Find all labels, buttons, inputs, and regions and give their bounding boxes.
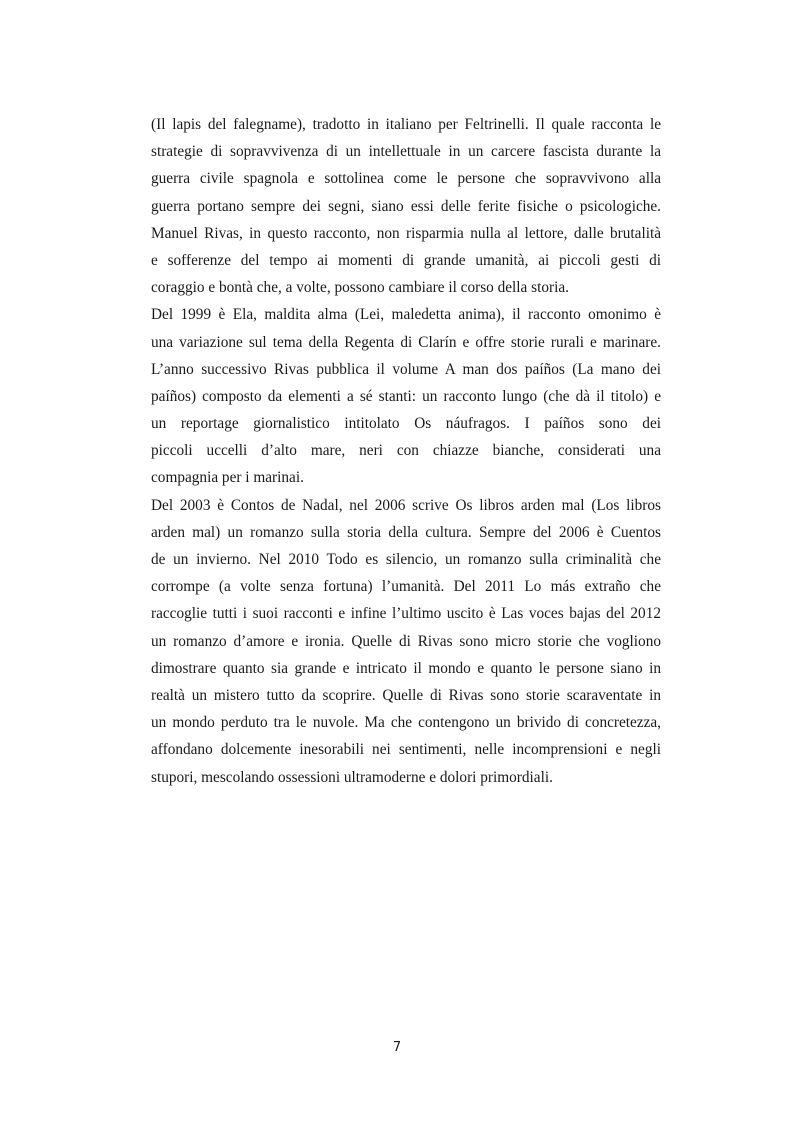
page-number: 7 [392, 1040, 402, 1055]
text-line: stupori, mescolando ossessioni ultramoderne e dolori primordiali. [151, 768, 553, 786]
text-line: dimostrare quanto sia grande e intricato il mondo e quanto le persone siano in [151, 659, 661, 677]
text-line: strategie di sopravvivenza di un intellettuale in un carcere fascista durante la [151, 143, 661, 161]
text-line: coraggio e bontà che, a volte, possono cambiare il corso della storia. [151, 279, 569, 297]
text-line: Del 2003 è Contos de Nadal, nel 2006 scrive Os libros arden mal (Los libros [151, 496, 661, 514]
text-line: Manuel Rivas, in questo racconto, non risparmia nulla al lettore, dalle brutalità [151, 224, 661, 242]
text-line: (Il lapis del falegname), tradotto in italiano per Feltrinelli. Il quale racconta le [151, 116, 661, 133]
text-line: guerra portano sempre dei segni, siano essi delle ferite fisiche o psicologiche. [151, 197, 661, 215]
text-line: un mondo perduto tra le nuvole. Ma che contengono un brivido di concretezza, [151, 714, 661, 732]
text-line: Del 1999 è Ela, maldita alma (Lei, maledetta anima), il racconto omonimo è [151, 306, 661, 324]
text-line: affondano dolcemente inesorabili nei sentimenti, nelle incomprensioni e negli [151, 741, 661, 759]
text-line: arden mal) un romanzo sulla storia della cultura. Sempre del 2006 è Cuentos [151, 523, 661, 541]
body-text [151, 111, 661, 791]
text-line: realtà un mistero tutto da scoprire. Quelle di Rivas sono storie scaraventate in [151, 686, 661, 704]
text-line: un reportage giornalistico intitolato Os náufragos. I paíños sono dei [151, 415, 661, 433]
text-line: de un invierno. Nel 2010 Todo es silencio, un romanzo sulla criminalità che [151, 551, 661, 568]
text-line: e sofferenze del tempo ai momenti di grande umanità, ai piccoli gesti di [151, 251, 661, 269]
text-line: piccoli uccelli d’alto mare, neri con chiazze bianche, considerati una [151, 442, 661, 460]
text-line: L’anno successivo Rivas pubblica il volume A man dos paíños (La mano dei [151, 360, 661, 378]
text-line: un romanzo d’amore e ironia. Quelle di Rivas sono micro storie che vogliono [151, 632, 661, 650]
text-line: una variazione sul tema della Regenta di Clarín e offre storie rurali e marinare. [151, 333, 661, 351]
text-line: paíños) composto da elementi a sé stanti: un racconto lungo (che dà il titolo) e [151, 387, 661, 405]
text-line: raccoglie tutti i suoi racconti e infine l’ultimo uscito è Las voces bajas del 2012 [151, 605, 661, 623]
text-line: corrompe (a volte senza fortuna) l’umanità. Del 2011 Lo más extraño che [151, 578, 661, 596]
text-line: compagnia per i marinai. [151, 469, 304, 487]
text-line: guerra civile spagnola e sottolinea come le persone che sopravvivono alla [151, 170, 661, 188]
